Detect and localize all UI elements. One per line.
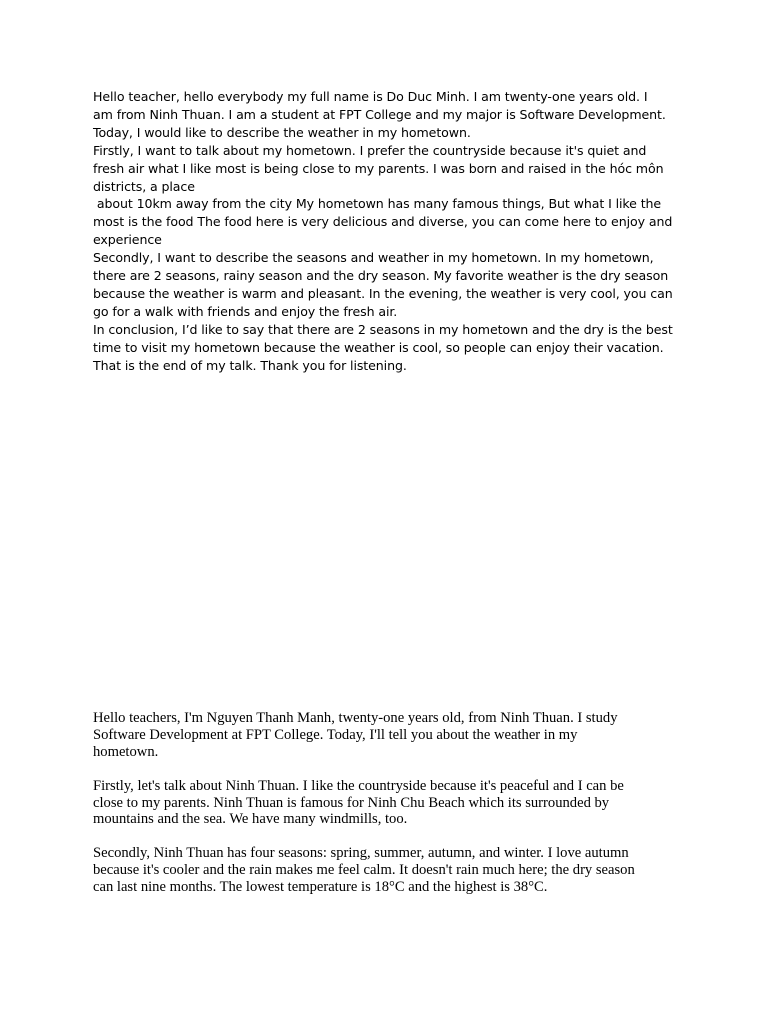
text-line: experience (93, 232, 162, 248)
text-line: close to my parents. Ninh Thuan is famous for Ninh Chu Beach which its surrounded by (93, 794, 610, 811)
text-line: hometown. (93, 743, 159, 760)
text-line: fresh air what I like most is being close to my parents. I was born and raised in the hóc môn (93, 160, 664, 176)
text-line: most is the food The food here is very delicious and diverse, you can come here to enjoy and (93, 214, 673, 230)
text-line: go for a walk with friends and enjoy the fresh air. (93, 303, 398, 319)
paragraph-gap (93, 828, 683, 845)
text-line: Hello teacher, hello everybody my full name is Do Duc Minh. I am twenty-one years old. I (93, 89, 648, 104)
speech-text-block-1 (93, 88, 683, 375)
text-line: districts, a place (93, 178, 195, 194)
text-line: In conclusion, I’d like to say that there are 2 seasons in my hometown and the dry is the best (93, 321, 673, 337)
text-line: Hello teachers, I'm Nguyen Thanh Manh, twenty-one years old, from Ninh Thuan. I study (93, 710, 618, 726)
paragraph-hometown (93, 778, 683, 829)
text-line: time to visit my hometown because the weather is cool, so people can enjoy their vacation. (93, 339, 664, 355)
text-line: can last nine months. The lowest temperature is 18°C and the highest is 38°C. (93, 879, 548, 896)
text-line: about 10km away from the city My hometown has many famous things, But what I like the (93, 196, 662, 212)
paragraph-intro (93, 710, 683, 761)
text-line: That is the end of my talk. Thank you for listening. (93, 357, 407, 373)
text-line: Secondly, Ninh Thuan has four seasons: spring, summer, autumn, and winter. I love autumn (93, 845, 629, 862)
text-line: Firstly, I want to talk about my hometown. I prefer the countryside because it's quiet and (93, 142, 647, 158)
text-line: because it's cooler and the rain makes me feel calm. It doesn't rain much here; the dry season (93, 862, 635, 879)
text-line: there are 2 seasons, rainy season and the dry season. My favorite weather is the dry season (93, 268, 669, 284)
text-line: Today, I would like to describe the weather in my hometown. (93, 124, 471, 140)
paragraph-seasons (93, 845, 683, 896)
speech-text-block-2 (93, 710, 683, 896)
text-line: Secondly, I want to describe the seasons and weather in my hometown. In my hometown, (93, 250, 654, 266)
text-line: Software Development at FPT College. Today, I'll tell you about the weather in my (93, 726, 578, 743)
text-line: because the weather is warm and pleasant. In the evening, the weather is very cool, you can (93, 285, 673, 301)
text-line: am from Ninh Thuan. I am a student at FPT College and my major is Software Development. (93, 106, 666, 122)
text-line: mountains and the sea. We have many windmills, too. (93, 811, 408, 828)
paragraph-gap (93, 761, 683, 778)
text-line: Firstly, let's talk about Ninh Thuan. I like the countryside because it's peaceful and I can be (93, 777, 624, 794)
